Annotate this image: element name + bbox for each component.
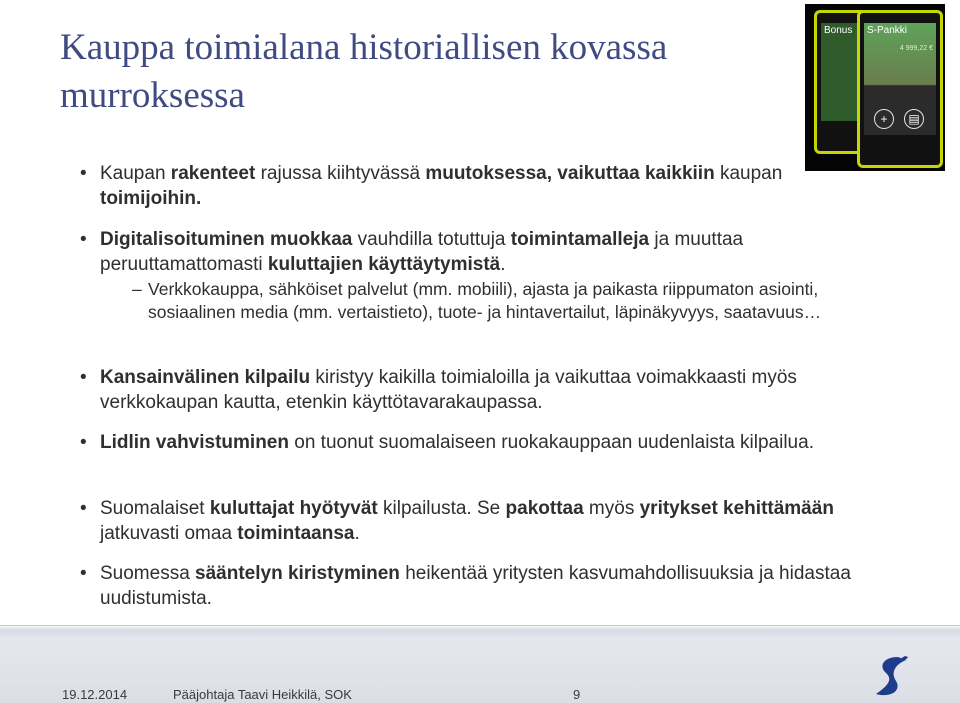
bullet-text [100, 431, 880, 456]
bullet-marker: • [80, 432, 87, 453]
slide-title [60, 24, 780, 120]
bullet-emphasis: yritykset kehittämään [639, 498, 834, 519]
bullet-marker: • [80, 498, 87, 519]
bullet-emphasis: Lidlin vahvistuminen [100, 432, 289, 453]
bullet-text-run: . [354, 522, 360, 544]
bullet-emphasis: toimijoihin. [100, 187, 202, 209]
bullet-text-run: ja muuttaa peruuttamattomasti [100, 229, 744, 275]
title-line-1: Kauppa toimialana historiallisen kovassa [60, 27, 668, 68]
bullet-emphasis: toimintaansa [237, 522, 355, 544]
sub-bullet-marker: – [132, 279, 142, 299]
title-line-2: murroksessa [60, 75, 245, 116]
bullet-emphasis: muutoksessa, vaikuttaa kaikkiin [425, 163, 715, 184]
footer-page-number: 9 [573, 687, 581, 702]
phone-apps-image [805, 4, 945, 171]
bullet-text-run: on tuonut suomalaiseen ruokakauppaan uudenlaista kilpailua. [288, 432, 814, 453]
bullet-text-run: kaupan [714, 163, 783, 184]
bullet-text [100, 562, 880, 611]
app-balance-label: 4 999,22 € [899, 45, 933, 52]
plus-icon: + [874, 109, 894, 129]
bullet-emphasis: sääntelyn kiristyminen [195, 563, 400, 584]
bullet-item [80, 228, 880, 277]
bullet-text-run: Suomalaiset [100, 498, 210, 519]
footer-date: 19.12.2014 [62, 687, 128, 702]
sub-bullet-item [132, 278, 852, 324]
bullet-emphasis: Digitalisoituminen muokkaa [100, 229, 353, 250]
bullet-emphasis: kuluttajat hyötyvät [209, 498, 378, 519]
bullet-text-run: kilpailusta. Se [377, 498, 506, 519]
bullet-emphasis: rakenteet [170, 163, 256, 184]
bullet-marker: • [80, 367, 87, 388]
bullet-emphasis: Kansainvälinen kilpailu [100, 367, 311, 388]
bullet-item [80, 497, 880, 546]
bullet-marker: • [80, 163, 87, 184]
phone-front [857, 10, 943, 168]
bullet-emphasis: pakottaa [505, 498, 584, 519]
bullet-item [80, 366, 880, 415]
bullet-text [100, 366, 880, 415]
bullet-emphasis: kuluttajien käyttäytymistä [267, 253, 501, 275]
bullet-text-run: heikentää yritysten kasvumahdollisuuksia ja hidastaa uudistumista. [100, 563, 851, 609]
footer-bar [0, 625, 960, 703]
bullet-text [100, 497, 880, 546]
bullet-item [80, 431, 880, 456]
bullet-text [100, 162, 880, 211]
bullet-text-run: rajussa kiihtyvässä [255, 163, 426, 184]
bullet-text-run: kiristyy kaikilla toimialoilla ja vaikuttaa voimakkaasti myös verkkokaupan kautta, etenkin käyttötavarakaupassa. [100, 367, 797, 413]
app-s-pankki-label: S-Pankki [867, 25, 908, 36]
bullet-item [80, 562, 880, 611]
bullet-text [100, 228, 880, 277]
footer-author: Pääjohtaja Taavi Heikkilä, SOK [173, 687, 352, 702]
bullet-text-run: Kaupan [100, 163, 171, 184]
bullet-text-run: jatkuvasti omaa [100, 522, 238, 544]
app-bonus-label: Bonus [824, 25, 853, 36]
bullet-text-run: . [500, 253, 506, 275]
bullet-marker: • [80, 229, 87, 250]
bullet-item [80, 162, 880, 211]
document-icon: ▤ [904, 109, 924, 129]
sok-logo-icon [872, 654, 912, 700]
bullet-text-run: Suomessa [100, 563, 196, 584]
bullet-marker: • [80, 563, 87, 584]
bullet-text-run: vauhdilla totuttuja [352, 229, 511, 250]
sub-bullet-text: Verkkokauppa, sähköiset palvelut (mm. mobiili), ajasta ja paikasta riippumaton asiointi, sosiaalinen media (mm. vertaistieto), tuote- ja hintavertailut, läpinäkyvyys, saatavuus… [148, 279, 822, 322]
phone-front-screen [864, 23, 936, 135]
bullet-emphasis: toimintamalleja [510, 229, 650, 250]
bullet-text-run: myös [583, 498, 640, 519]
